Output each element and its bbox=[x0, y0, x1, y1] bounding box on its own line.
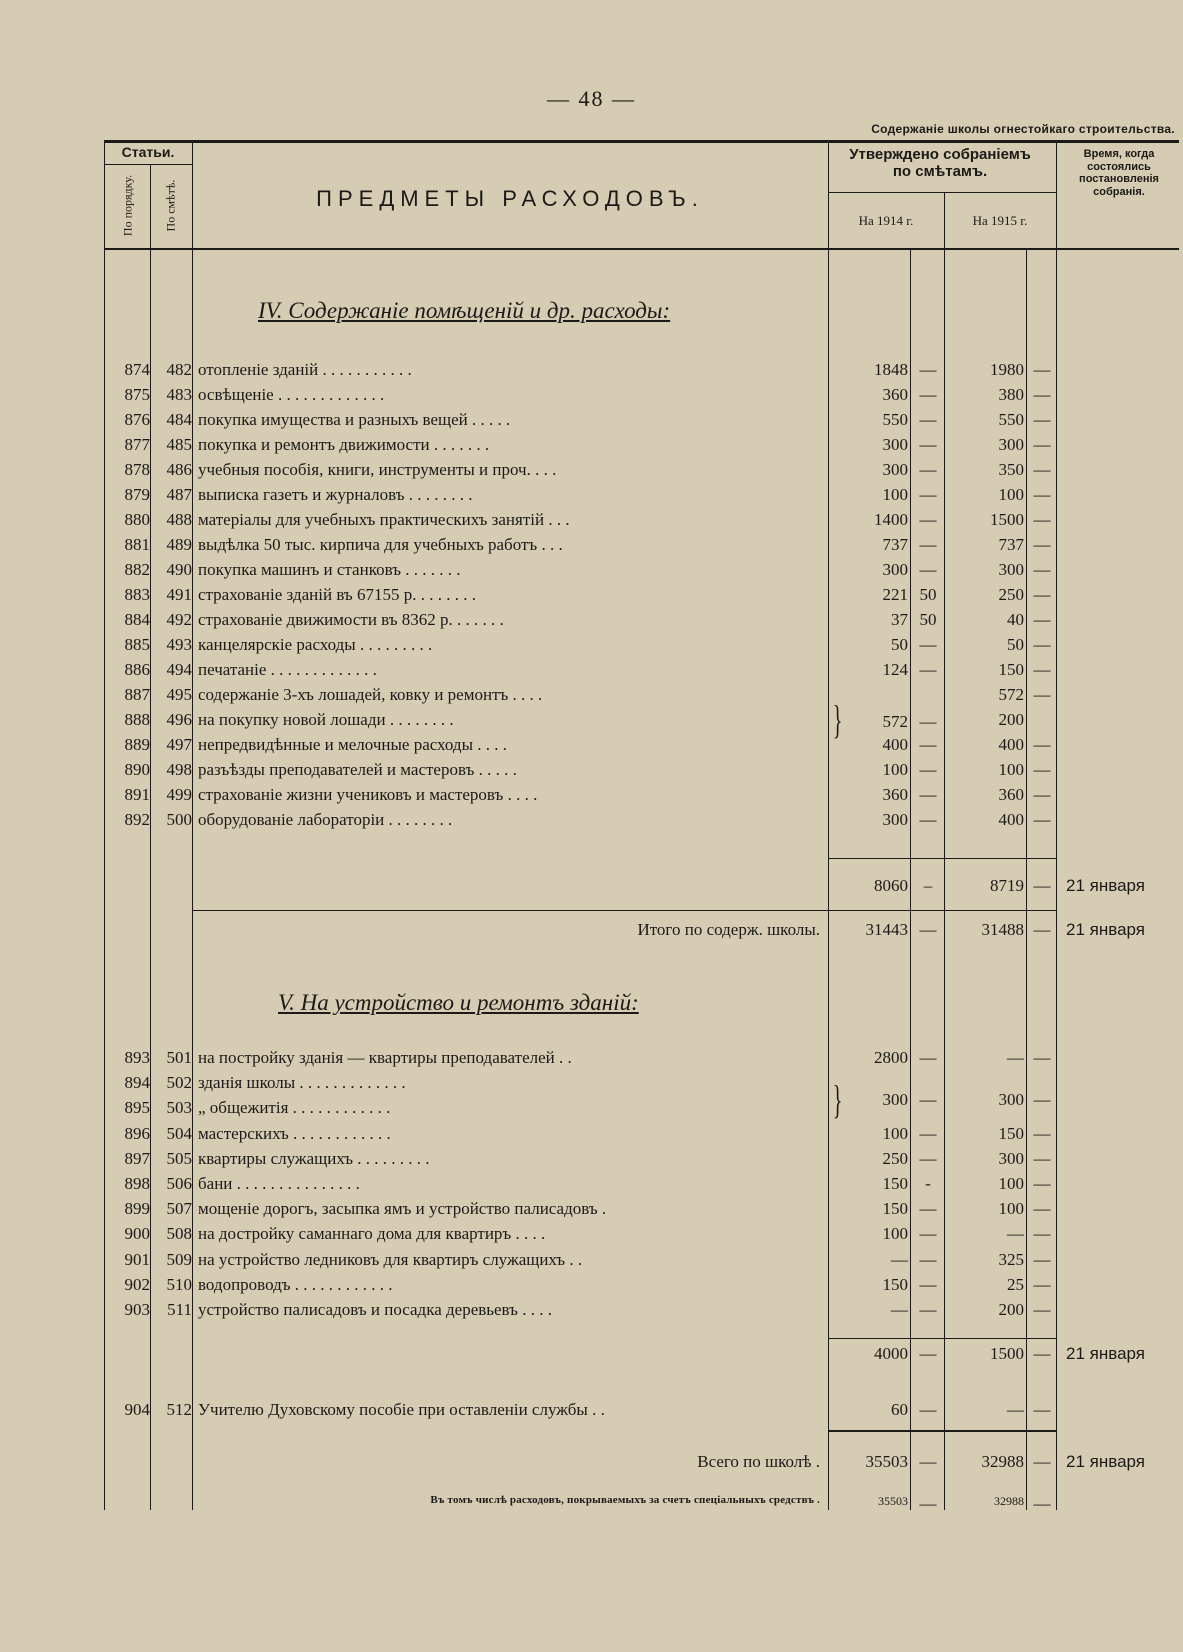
table-row bbox=[0, 810, 1183, 834]
cell-name: на постройку зданія — квартиры преподавателей . . bbox=[198, 1048, 572, 1067]
cell-k14: — bbox=[919, 510, 937, 529]
cell-k14: — bbox=[919, 1048, 937, 1067]
cell-v15: 1980 bbox=[990, 360, 1024, 379]
cell-n2: 484 bbox=[166, 410, 192, 429]
section4-title: IV. Содержаніе помѣщеній и др. расходы: bbox=[258, 298, 671, 323]
cell-name: на устройство ледниковъ для квартиръ служащихъ . . bbox=[198, 1249, 583, 1269]
cell-n2: 482 bbox=[166, 360, 192, 379]
cell-k14: — bbox=[919, 785, 937, 804]
cell-name: покупка и ремонтъ движимости . . . . . . . bbox=[198, 435, 490, 454]
cell-k14: — bbox=[919, 660, 937, 679]
cell-n1: 890 bbox=[124, 760, 150, 779]
cell-k15: — bbox=[1033, 535, 1051, 554]
header-1915: На 1915 г. bbox=[972, 213, 1028, 228]
cell-n1: 902 bbox=[124, 1274, 150, 1294]
rule-s5-total-top bbox=[828, 1338, 1056, 1339]
cell-k14: — bbox=[919, 360, 937, 379]
table-row bbox=[0, 385, 1183, 409]
table-row bbox=[0, 360, 1183, 384]
cell-k15: — bbox=[1033, 1148, 1051, 1168]
page-number: — 48 — bbox=[547, 86, 636, 111]
cell-n2: 487 bbox=[166, 485, 192, 504]
cell-n1: 888 bbox=[124, 710, 150, 729]
cell-n1: 895 bbox=[124, 1098, 150, 1118]
cell-n2: 507 bbox=[166, 1199, 192, 1219]
rule-grand-top bbox=[828, 1430, 1056, 1432]
cell-k14: 50 bbox=[919, 610, 937, 629]
cell-k15: — bbox=[1033, 610, 1051, 629]
table-row bbox=[0, 1149, 1183, 1173]
cell-v14: 50 bbox=[891, 635, 908, 654]
cell-v14: 300 bbox=[882, 460, 908, 479]
cell-n1: 903 bbox=[124, 1300, 150, 1319]
cell-k15: — bbox=[1033, 560, 1051, 579]
cell-name: мастерскихъ . . . . . . . . . . . . bbox=[198, 1123, 391, 1143]
table-row bbox=[0, 1300, 1183, 1324]
cell-n1: 886 bbox=[124, 660, 150, 679]
cell-name: водопроводъ . . . . . . . . . . . . bbox=[198, 1274, 393, 1294]
cell-n2: 500 bbox=[166, 810, 192, 829]
cell-n1: 887 bbox=[124, 685, 150, 704]
rule-articles-split bbox=[104, 164, 192, 165]
cell-n2: 496 bbox=[166, 710, 192, 729]
section5-title: V. На устройство и ремонтъ зданій: bbox=[278, 990, 639, 1015]
cell-n2: 491 bbox=[166, 585, 192, 604]
cell-n2: 502 bbox=[166, 1073, 192, 1093]
cell-v14: 300 bbox=[882, 810, 908, 829]
cell-k14: — bbox=[919, 1274, 937, 1294]
grand-total: Всего по школѣ . 35503 — 32988 — 21 января bbox=[697, 1452, 1145, 1471]
cell-n2: 483 bbox=[166, 385, 192, 404]
cell-v15: 572 bbox=[998, 685, 1024, 704]
rule-top-thick bbox=[104, 140, 1179, 143]
cell-k14: — bbox=[919, 485, 937, 504]
cell-name: мощеніе дорогъ, засыпка ямъ и устройство палисадовъ . bbox=[198, 1199, 607, 1219]
cell-v14: 150 bbox=[882, 1174, 908, 1193]
cell-n2: 498 bbox=[166, 760, 192, 779]
cell-n1: 883 bbox=[124, 585, 150, 604]
cell-name: разъѣзды преподавателей и мастеровъ . . . . . bbox=[198, 760, 517, 779]
cell-v14: 100 bbox=[882, 485, 908, 504]
cell-k14: — bbox=[919, 1148, 937, 1168]
cell-n1: 881 bbox=[124, 535, 150, 554]
header-by-estimate: По смѣтѣ. bbox=[163, 179, 178, 232]
cell-n1: 897 bbox=[124, 1148, 150, 1168]
cell-k15: — bbox=[1033, 810, 1051, 829]
cell-n2: 492 bbox=[166, 610, 192, 629]
header-approved: Утверждено собраніемъ по смѣтамъ. bbox=[849, 146, 1031, 181]
cell-n1: 899 bbox=[124, 1199, 150, 1219]
cell-n2: 499 bbox=[166, 785, 192, 804]
cell-n2: 504 bbox=[166, 1123, 192, 1143]
cell-v14: 2800 bbox=[874, 1048, 908, 1067]
cell-v14: 400 bbox=[882, 735, 908, 754]
cell-v15: 40 bbox=[1007, 610, 1024, 629]
cell-v14: 737 bbox=[882, 535, 908, 554]
cell-v15: 300 bbox=[998, 435, 1024, 454]
rule-s4-total-bottom bbox=[192, 910, 1056, 911]
cell-k15: — bbox=[1033, 1274, 1051, 1294]
cell-name: бани . . . . . . . . . . . . . . . bbox=[198, 1174, 360, 1193]
cell-n2: 505 bbox=[166, 1148, 192, 1168]
cell-k15: — bbox=[1033, 1300, 1051, 1319]
cell-v14: 100 bbox=[882, 760, 908, 779]
cell-k15: — bbox=[1033, 1174, 1051, 1193]
cell-k14: — bbox=[919, 460, 937, 479]
table-row bbox=[0, 1250, 1183, 1274]
table-row bbox=[0, 1224, 1183, 1248]
cell-k15: — bbox=[1033, 1048, 1051, 1067]
header-time: Время, когда состоялись постановленія собранія. bbox=[1079, 148, 1159, 198]
cell-k14: — bbox=[919, 410, 937, 429]
cell-n2: 497 bbox=[166, 735, 192, 754]
cell-name: страхованіе жизни учениковъ и мастеровъ . . . . bbox=[198, 785, 538, 804]
cell-v14: 150 bbox=[882, 1199, 908, 1219]
cell-v14: 360 bbox=[882, 785, 908, 804]
table-row bbox=[0, 460, 1183, 484]
cell-n1: 874 bbox=[124, 360, 150, 379]
cell-v14: 100 bbox=[882, 1224, 908, 1244]
cell-n2: 488 bbox=[166, 510, 192, 529]
table-row bbox=[0, 410, 1183, 434]
cell-v15: 50 bbox=[1007, 635, 1024, 654]
cell-n2: 511 bbox=[167, 1300, 192, 1319]
table-row bbox=[0, 1199, 1183, 1223]
cell-n1: 879 bbox=[124, 485, 150, 504]
table-row bbox=[0, 560, 1183, 584]
cell-k14: - bbox=[925, 1174, 931, 1193]
rule-approved-split bbox=[828, 192, 1056, 193]
cell-k15: — bbox=[1033, 510, 1051, 529]
cell-v14: — bbox=[891, 1249, 908, 1269]
cell-k14: — bbox=[919, 1300, 937, 1319]
cell-n1: 892 bbox=[124, 810, 150, 829]
table-row bbox=[0, 660, 1183, 684]
cell-n2: 495 bbox=[166, 685, 192, 704]
merged-894-895: 300 — 300 — bbox=[882, 1090, 1051, 1109]
cell-v15: 1500 bbox=[990, 510, 1024, 529]
brace-894-895: } bbox=[832, 1077, 843, 1122]
cell-v14: 221 bbox=[882, 585, 908, 604]
cell-v15: 200 bbox=[998, 1300, 1024, 1319]
cell-n1: 889 bbox=[124, 735, 150, 754]
cell-k15: — bbox=[1033, 435, 1051, 454]
cell-v15: 550 bbox=[998, 410, 1024, 429]
table-row bbox=[0, 435, 1183, 459]
cell-v15: 150 bbox=[998, 1123, 1024, 1143]
cell-k14: — bbox=[919, 385, 937, 404]
header-1914: На 1914 г. bbox=[858, 213, 914, 228]
cell-k14: — bbox=[919, 735, 937, 754]
cell-name: страхованіе движимости въ 8362 р. . . . . . . bbox=[198, 610, 504, 629]
cell-k15: — bbox=[1033, 760, 1051, 779]
cell-k15: — bbox=[1033, 410, 1051, 429]
cell-n1: 893 bbox=[124, 1048, 150, 1067]
table-row bbox=[0, 760, 1183, 784]
cell-k15: — bbox=[1033, 1249, 1051, 1269]
cell-k14: — bbox=[919, 810, 937, 829]
header-articles: Статьи. bbox=[121, 144, 175, 160]
cell-name: содержаніе 3-хъ лошадей, ковку и ремонтъ . . . . bbox=[198, 685, 543, 704]
cell-v15: 350 bbox=[998, 460, 1024, 479]
cell-v15: 380 bbox=[998, 385, 1024, 404]
cell-v15: 360 bbox=[998, 785, 1024, 804]
cell-k15: — bbox=[1033, 1224, 1051, 1244]
cell-name: устройство палисадовъ и посадка деревьевъ . . . . bbox=[198, 1300, 552, 1319]
cell-v15: 400 bbox=[998, 810, 1024, 829]
cell-name: квартиры служащихъ . . . . . . . . . bbox=[198, 1148, 430, 1168]
cell-n2: 508 bbox=[166, 1224, 192, 1244]
cell-n2: 510 bbox=[166, 1274, 192, 1294]
cell-n1: 880 bbox=[124, 510, 150, 529]
cell-k14: — bbox=[919, 635, 937, 654]
cell-n2: 486 bbox=[166, 460, 192, 479]
rule-s4-total-top bbox=[828, 858, 1056, 859]
cell-k15: — bbox=[1033, 635, 1051, 654]
cell-k15: — bbox=[1033, 1123, 1051, 1143]
cell-n2: 490 bbox=[166, 560, 192, 579]
table-row bbox=[0, 635, 1183, 659]
cell-v14: 360 bbox=[882, 385, 908, 404]
cell-name: печатаніе . . . . . . . . . . . . . bbox=[198, 660, 377, 679]
cell-name: зданія школы . . . . . . . . . . . . . bbox=[198, 1073, 406, 1093]
cell-n1: 878 bbox=[124, 460, 150, 479]
table-row bbox=[0, 1174, 1183, 1198]
cell-n2: 503 bbox=[166, 1098, 192, 1118]
cell-name: покупка машинъ и станковъ . . . . . . . bbox=[198, 560, 461, 579]
section5-total: 4000 — 1500 — 21 января bbox=[874, 1344, 1145, 1363]
cell-k15: — bbox=[1033, 585, 1051, 604]
cell-name: на достройку саманнаго дома для квартиръ . . . . bbox=[198, 1224, 546, 1244]
special-funds: Въ томъ числѣ расходовъ, покрываемыхъ за счетъ спеціальныхъ средствъ . 35503 — 32988 — bbox=[430, 1494, 1051, 1513]
cell-k14: — bbox=[919, 1249, 937, 1269]
cell-n2: 509 bbox=[166, 1249, 192, 1269]
cell-v15: 100 bbox=[998, 485, 1024, 504]
table-row bbox=[0, 735, 1183, 759]
table-row bbox=[0, 1275, 1183, 1299]
table-row bbox=[0, 535, 1183, 559]
cell-n1: 876 bbox=[124, 410, 150, 429]
cell-k15: — bbox=[1033, 660, 1051, 679]
cell-v14: 550 bbox=[882, 410, 908, 429]
table-row bbox=[0, 1124, 1183, 1148]
cell-name: канцелярскіе расходы . . . . . . . . . bbox=[198, 635, 433, 654]
cell-v14: 1400 bbox=[874, 510, 908, 529]
cell-v14: 1848 bbox=[874, 360, 908, 379]
brace-887-888: } bbox=[832, 697, 843, 742]
cell-n2: 506 bbox=[166, 1174, 192, 1193]
cell-k15: — bbox=[1033, 785, 1051, 804]
cell-n2: 501 bbox=[166, 1048, 192, 1067]
cell-v15: 100 bbox=[998, 760, 1024, 779]
cell-name: на покупку новой лошади . . . . . . . . bbox=[198, 710, 454, 729]
cell-n1: 891 bbox=[124, 785, 150, 804]
cell-k14: — bbox=[919, 760, 937, 779]
section4-total: 8060 – 8719 — 21 января bbox=[874, 876, 1145, 895]
cell-name: выписка газетъ и журналовъ . . . . . . . . bbox=[198, 485, 473, 504]
cell-n1: 877 bbox=[124, 435, 150, 454]
cell-v15: 200 bbox=[998, 710, 1024, 729]
cell-v14: 37 bbox=[891, 610, 908, 629]
cell-k15: — bbox=[1033, 460, 1051, 479]
cell-n1: 900 bbox=[124, 1224, 150, 1244]
cell-name: освѣщеніе . . . . . . . . . . . . . bbox=[198, 385, 385, 404]
cell-v15: — bbox=[1007, 1224, 1024, 1244]
cell-name: непредвидѣнные и мелочные расходы . . . . bbox=[198, 735, 507, 754]
cell-name: выдѣлка 50 тыс. кирпича для учебныхъ работъ . . . bbox=[198, 535, 563, 554]
table-row bbox=[0, 585, 1183, 609]
running-head: Содержаніе школы огнестойкаго строительства. bbox=[871, 122, 1175, 136]
cell-v15: 100 bbox=[998, 1199, 1024, 1219]
cell-n1: 885 bbox=[124, 635, 150, 654]
cell-k15: — bbox=[1033, 385, 1051, 404]
cell-name: оборудованіе лабораторіи . . . . . . . . bbox=[198, 810, 453, 829]
cell-k14: — bbox=[919, 1224, 937, 1244]
cell-k14: — bbox=[919, 1199, 937, 1219]
cell-name: покупка имущества и разныхъ вещей . . . . . bbox=[198, 410, 511, 429]
school-total: Итого по содерж. школы. 31443 — 31488 — 21 января bbox=[637, 920, 1145, 939]
cell-name: страхованіе зданій въ 67155 р. . . . . . . . bbox=[198, 585, 476, 604]
cell-n1: 882 bbox=[124, 560, 150, 579]
cell-v15: 100 bbox=[998, 1174, 1024, 1193]
table-row bbox=[0, 685, 1183, 709]
cell-n1: 894 bbox=[124, 1073, 150, 1093]
cell-k15: — bbox=[1033, 735, 1051, 754]
cell-k15: — bbox=[1033, 360, 1051, 379]
cell-v14: 124 bbox=[882, 660, 908, 679]
cell-n1: 896 bbox=[124, 1123, 150, 1143]
cell-k14: — bbox=[919, 435, 937, 454]
rule-header-bottom bbox=[104, 248, 1179, 250]
cell-n2: 493 bbox=[166, 635, 192, 654]
cell-k14: 50 bbox=[919, 585, 937, 604]
cell-v14: 150 bbox=[882, 1274, 908, 1294]
cell-v15: 737 bbox=[998, 535, 1024, 554]
header-by-order: По порядку. bbox=[120, 174, 135, 237]
cell-k14: — bbox=[919, 560, 937, 579]
cell-k15: — bbox=[1033, 1199, 1051, 1219]
cell-k15: — bbox=[1033, 685, 1051, 704]
cell-name: отопленіе зданій . . . . . . . . . . . bbox=[198, 360, 412, 379]
cell-n1: 884 bbox=[124, 610, 150, 629]
cell-n1: 898 bbox=[124, 1174, 150, 1193]
cell-v15: 325 bbox=[998, 1249, 1024, 1269]
table-row bbox=[0, 610, 1183, 634]
cell-v14: 250 bbox=[882, 1148, 908, 1168]
table-row bbox=[0, 785, 1183, 809]
cell-k14: — bbox=[919, 1123, 937, 1143]
table-row bbox=[0, 485, 1183, 509]
cell-v15: 300 bbox=[998, 560, 1024, 579]
cell-name: учебныя пособія, книги, инструменты и проч. . . . bbox=[198, 460, 557, 479]
cell-k15: — bbox=[1033, 485, 1051, 504]
cell-n2: 489 bbox=[166, 535, 192, 554]
cell-n2: 485 bbox=[166, 435, 192, 454]
cell-v15: 25 bbox=[1007, 1274, 1024, 1294]
header-items: ПРЕДМЕТЫ РАСХОДОВЪ. bbox=[316, 186, 704, 211]
cell-name: матеріалы для учебныхъ практическихъ занятій . . . bbox=[198, 510, 570, 529]
cell-v15: 400 bbox=[998, 735, 1024, 754]
cell-v15: 300 bbox=[998, 1148, 1024, 1168]
cell-n1: 875 bbox=[124, 385, 150, 404]
cell-v14: — bbox=[891, 1300, 908, 1319]
cell-n2: 494 bbox=[166, 660, 192, 679]
cell-v15: — bbox=[1007, 1048, 1024, 1067]
table-row bbox=[0, 510, 1183, 534]
cell-v14: 300 bbox=[882, 560, 908, 579]
row-904: 904 512 Учителю Духовскому пособіе при оставленіи службы . . 60 — — — bbox=[124, 1400, 1051, 1419]
cell-v14: 300 bbox=[882, 435, 908, 454]
cell-v14: 100 bbox=[882, 1123, 908, 1143]
cell-v15: 150 bbox=[998, 660, 1024, 679]
cell-k14: — bbox=[919, 535, 937, 554]
cell-v15: 250 bbox=[998, 585, 1024, 604]
table-row bbox=[0, 1048, 1183, 1072]
cell-name: „ общежитія . . . . . . . . . . . . bbox=[198, 1098, 391, 1118]
cell-n1: 901 bbox=[124, 1249, 150, 1269]
merged-887-888-1914: 572 — bbox=[882, 712, 937, 731]
